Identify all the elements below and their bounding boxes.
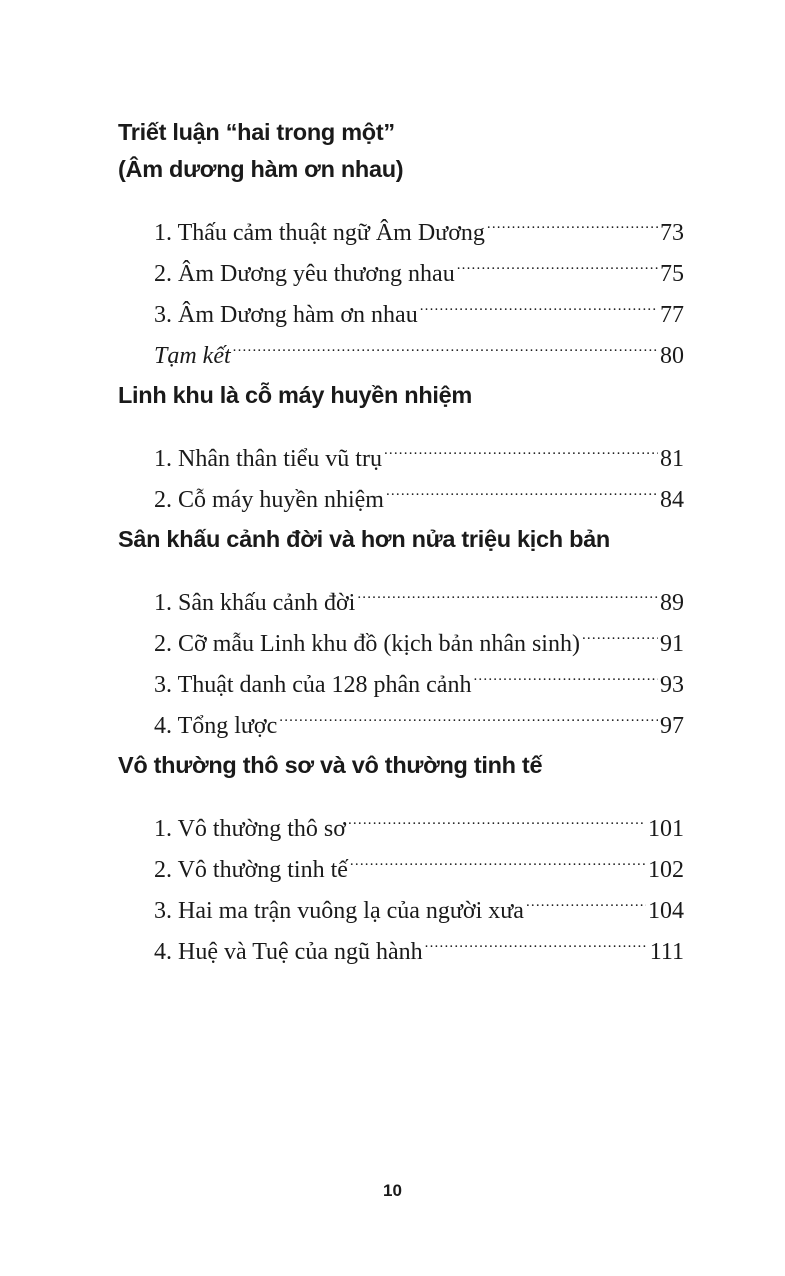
section-title: [118, 747, 684, 784]
dot-leader: [357, 569, 658, 610]
table-of-contents: [118, 114, 684, 973]
entry-label: 3. Hai ma trận vuông lạ của người xưa: [154, 898, 524, 924]
dot-leader: [348, 795, 646, 836]
entry-label: 2. Cỗ máy huyền nhiệm: [154, 487, 384, 513]
entry-page-number: 91: [660, 631, 684, 657]
toc-entry[interactable]: [154, 569, 684, 616]
section-title-line: Linh khu là cỗ máy huyền nhiệm: [118, 382, 473, 408]
dot-leader: [487, 199, 658, 240]
toc-entry[interactable]: [154, 322, 684, 369]
entry-page-number: 97: [660, 713, 684, 739]
entry-label: 4. Huệ và Tuệ của ngũ hành: [154, 939, 423, 965]
section-title: [118, 114, 684, 188]
dot-leader: [473, 651, 658, 692]
section-title: [118, 521, 684, 558]
entry-page-number: 104: [648, 898, 684, 924]
toc-entry[interactable]: [154, 425, 684, 472]
entry-page-number: 81: [660, 446, 684, 472]
entry-page-number: 102: [648, 857, 684, 883]
dot-leader: [384, 425, 658, 466]
entry-page-number: 89: [660, 590, 684, 616]
entry-label: 3. Thuật danh của 128 phân cảnh: [154, 672, 472, 698]
section-title-line: Sân khấu cảnh đời và hơn nửa triệu kịch bản: [118, 526, 610, 552]
section-entries: [118, 425, 684, 513]
entry-page-number: 73: [660, 220, 684, 246]
toc-section-1: [118, 114, 684, 369]
section-title: [118, 377, 684, 414]
dot-leader: [233, 322, 658, 363]
entry-label: 1. Vô thường thô sơ: [154, 816, 346, 842]
entry-page-number: 80: [660, 343, 684, 369]
entry-page-number: 93: [660, 672, 684, 698]
entry-label: 1. Nhân thân tiểu vũ trụ: [154, 446, 382, 472]
entry-page-number: 84: [660, 487, 684, 513]
dot-leader: [582, 610, 658, 651]
entry-label: 3. Âm Dương hàm ơn nhau: [154, 302, 418, 328]
section-title-line: Vô thường thô sơ và vô thường tinh tế: [118, 752, 543, 778]
dot-leader: [350, 836, 646, 877]
section-entries: [118, 199, 684, 369]
entry-label: 4. Tổng lược: [154, 713, 278, 739]
dot-leader: [279, 692, 658, 733]
section-entries: [118, 569, 684, 739]
dot-leader: [386, 466, 658, 507]
entry-label: 1. Sân khấu cảnh đời: [154, 590, 356, 616]
section-title-line: Triết luận “hai trong một”: [118, 119, 395, 145]
section-entries: [118, 795, 684, 965]
entry-label: Tạm kết: [154, 343, 231, 369]
entry-label: 1. Thấu cảm thuật ngữ Âm Dương: [154, 220, 485, 246]
entry-page-number: 75: [660, 261, 684, 287]
section-title-line: (Âm dương hàm ơn nhau): [118, 156, 404, 182]
toc-entry[interactable]: [154, 199, 684, 246]
entry-label: 2. Âm Dương yêu thương nhau: [154, 261, 455, 287]
page-number: 10: [383, 1181, 402, 1200]
dot-leader: [420, 281, 658, 322]
toc-entry[interactable]: [154, 795, 684, 842]
entry-label: 2. Cỡ mẫu Linh khu đồ (kịch bản nhân sinh): [154, 631, 580, 657]
toc-section-4: [118, 747, 684, 965]
entry-label: 2. Vô thường tinh tế: [154, 857, 348, 883]
dot-leader: [526, 877, 646, 918]
entry-page-number: 111: [649, 939, 684, 965]
entry-page-number: 77: [660, 302, 684, 328]
dot-leader: [425, 918, 648, 959]
toc-section-2: [118, 377, 684, 513]
entry-page-number: 101: [648, 816, 684, 842]
toc-section-3: [118, 521, 684, 739]
dot-leader: [457, 240, 658, 281]
